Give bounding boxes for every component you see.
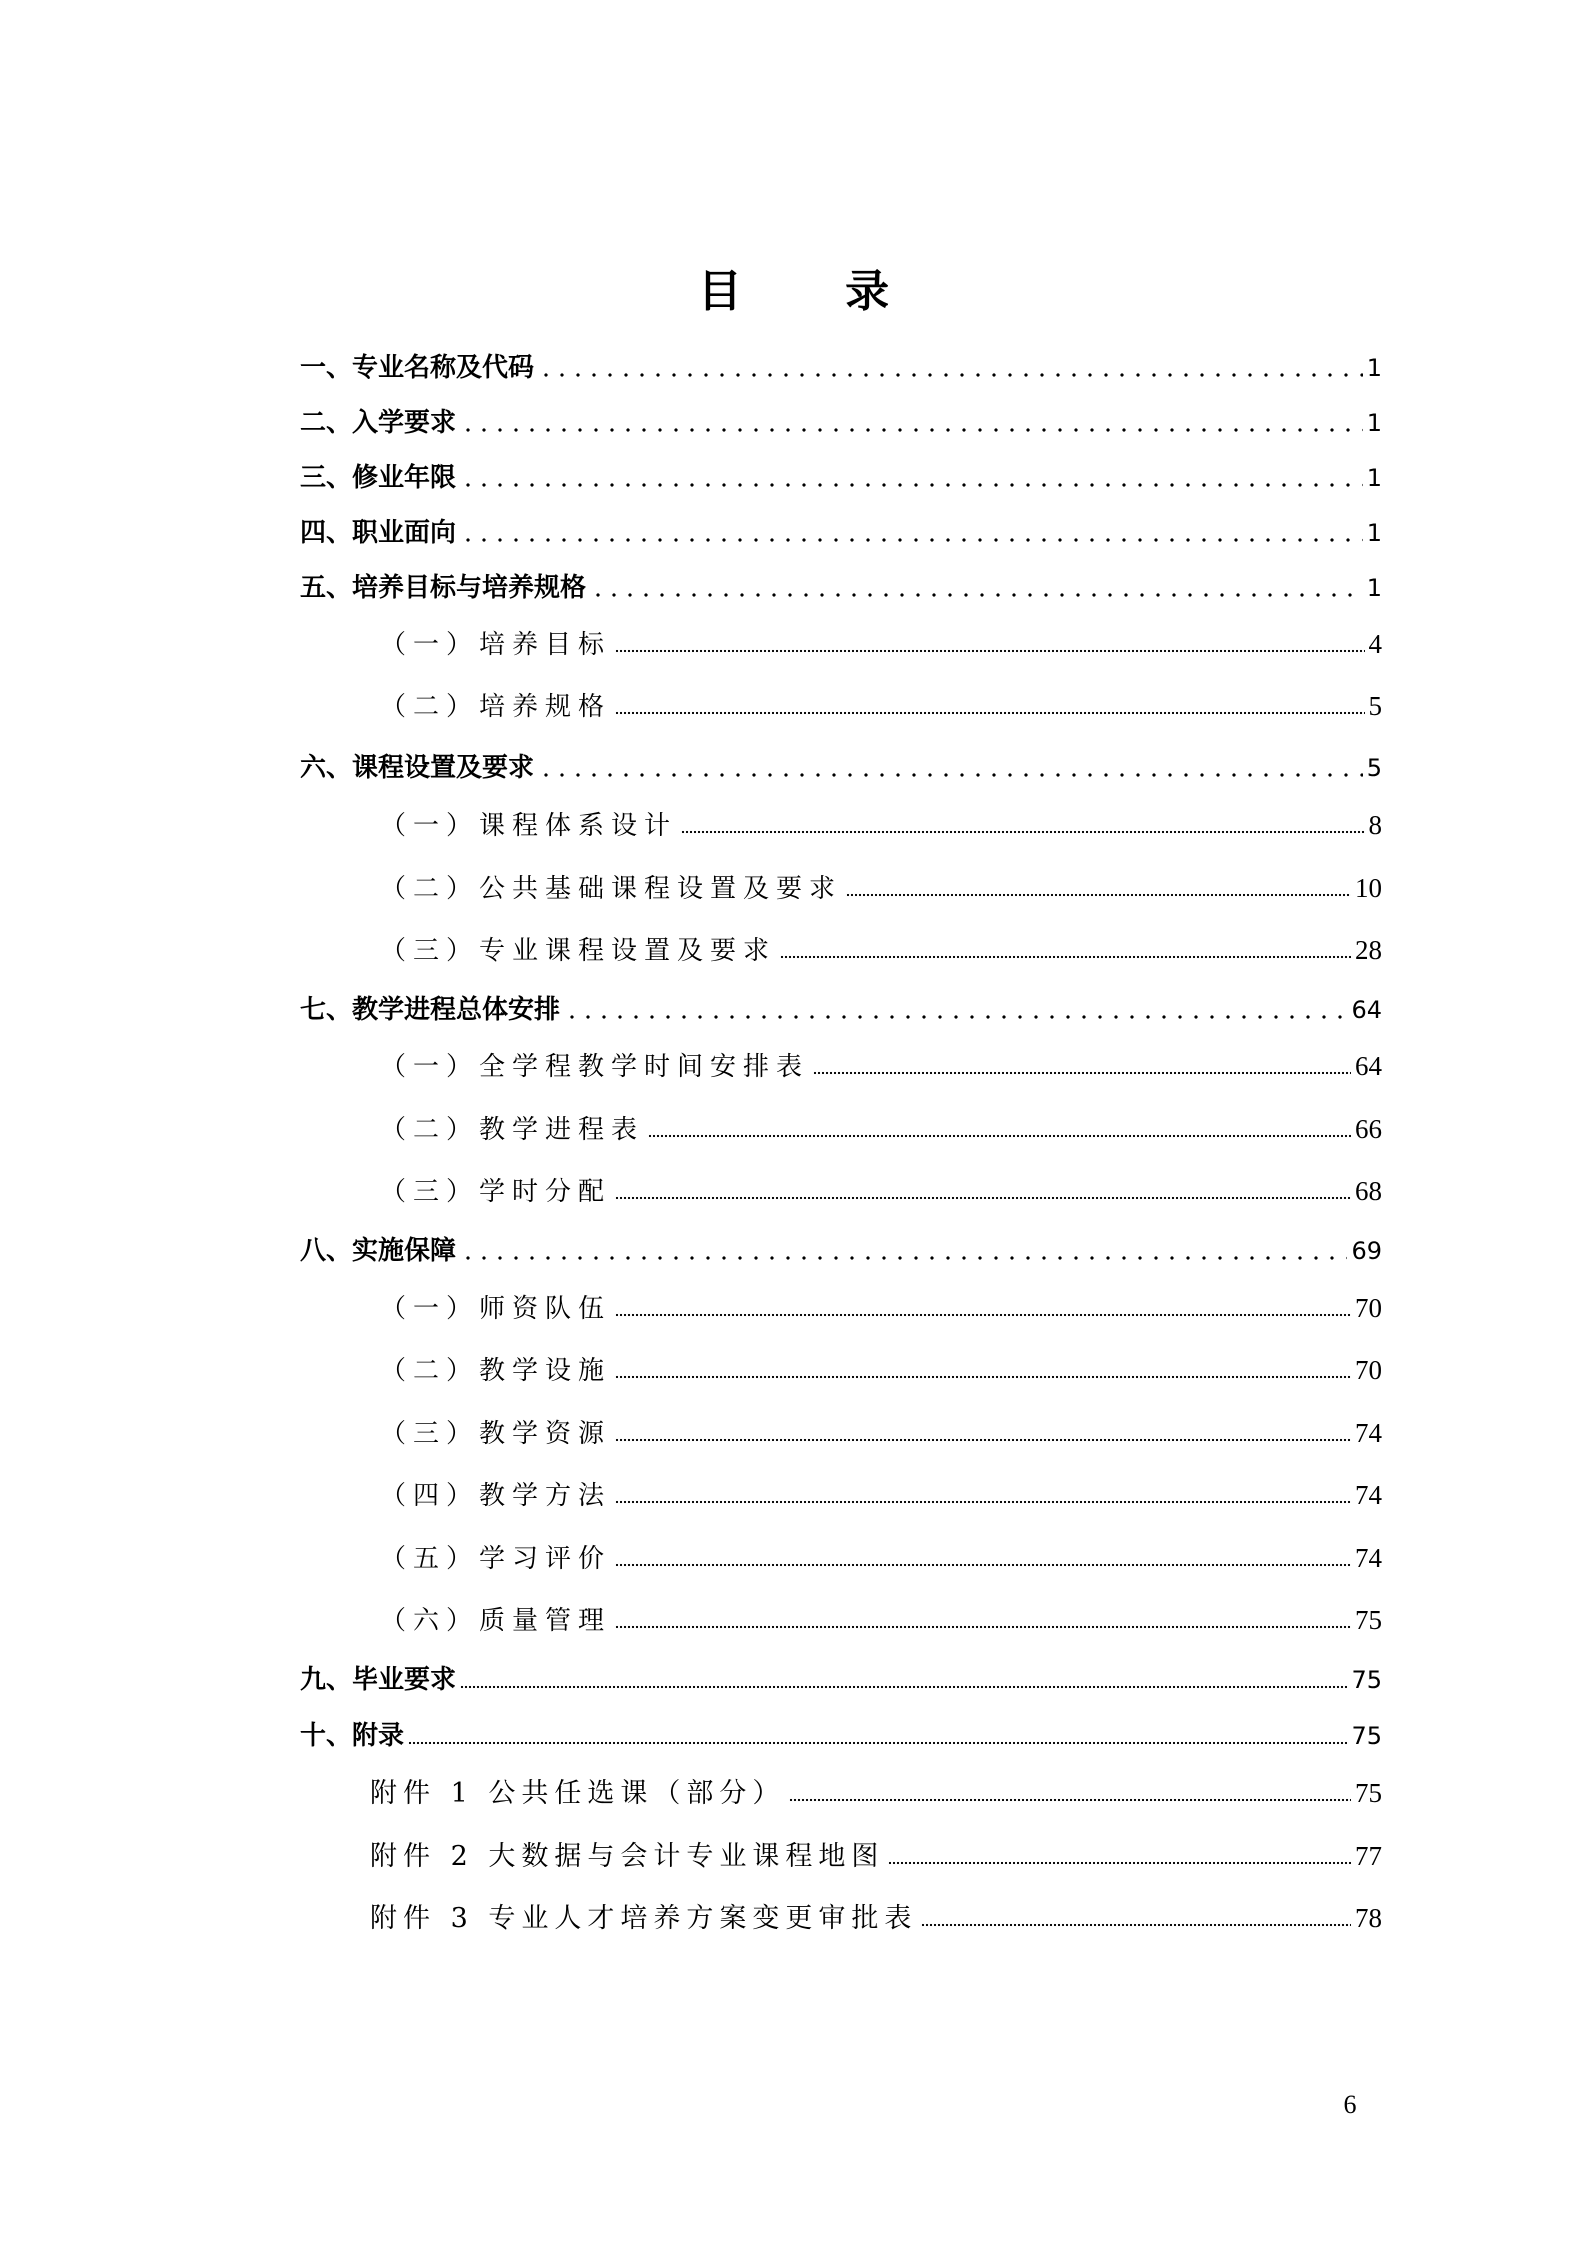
toc-entry-label: 八、实施保障 xyxy=(300,1236,457,1266)
toc-entry-page: 77 xyxy=(1355,1841,1382,1871)
toc-entry-page: 74 xyxy=(1355,1543,1382,1573)
toc-entry-label: 附件 2 大数据与会计专业课程地图 xyxy=(370,1841,885,1872)
toc-entry-page: 74 xyxy=(1355,1418,1382,1448)
toc-entry-label: （一）课程体系设计 xyxy=(380,811,678,841)
toc-entry-page: 75 xyxy=(1351,1722,1382,1750)
toc-entry-label: （四）教学方法 xyxy=(380,1481,612,1511)
dot-leader xyxy=(789,1798,1351,1802)
toc-entry-page: 1 xyxy=(1366,519,1382,547)
toc-entry-page: 5 xyxy=(1368,691,1382,721)
toc-entry[interactable] xyxy=(380,1536,1382,1580)
toc-entry[interactable] xyxy=(370,1834,1382,1878)
toc-entry[interactable] xyxy=(300,511,1382,555)
toc-entry[interactable] xyxy=(380,866,1382,910)
dot-leader xyxy=(564,1015,1347,1019)
dot-leader xyxy=(615,1438,1351,1442)
dot-leader xyxy=(780,955,1351,959)
toc-entry[interactable] xyxy=(300,401,1382,445)
toc-entry-label: 二、入学要求 xyxy=(300,408,457,438)
toc-entry[interactable] xyxy=(380,803,1382,847)
toc-entry[interactable] xyxy=(380,622,1382,666)
toc-entry[interactable] xyxy=(300,456,1382,500)
dot-leader xyxy=(846,893,1351,897)
dot-leader xyxy=(813,1071,1351,1075)
toc-entry[interactable] xyxy=(380,1044,1382,1088)
toc-entry[interactable] xyxy=(380,1286,1382,1330)
toc-entry-label: 四、职业面向 xyxy=(300,518,457,548)
toc-entry-page: 68 xyxy=(1355,1176,1382,1206)
dot-leader xyxy=(408,1741,1347,1745)
toc-entry-label: （三）专业课程设置及要求 xyxy=(380,936,777,966)
toc-entry-page: 64 xyxy=(1355,1051,1382,1081)
toc-entry[interactable] xyxy=(300,1714,1382,1758)
toc-entry[interactable] xyxy=(380,1598,1382,1642)
toc-entry[interactable] xyxy=(300,1229,1382,1273)
toc-entry-label: （三）学时分配 xyxy=(380,1177,612,1207)
toc-entry[interactable] xyxy=(300,746,1382,790)
toc-entry[interactable] xyxy=(300,1658,1382,1702)
toc-entry-label: （五）学习评价 xyxy=(380,1544,612,1574)
dot-leader xyxy=(460,538,1363,542)
dot-leader xyxy=(615,711,1364,715)
dot-leader xyxy=(615,1313,1351,1317)
toc-entry[interactable] xyxy=(300,346,1382,390)
toc-entry-page: 75 xyxy=(1351,1666,1382,1694)
toc-entry-label: （六）质量管理 xyxy=(380,1606,612,1636)
toc-entry-page: 1 xyxy=(1366,574,1382,602)
dot-leader xyxy=(615,649,1364,653)
toc-entry-label: 六、课程设置及要求 xyxy=(300,753,535,783)
toc-entry-page: 28 xyxy=(1355,935,1382,965)
dot-leader xyxy=(538,773,1363,777)
toc-entry-page: 75 xyxy=(1355,1778,1382,1808)
toc-entry-page: 1 xyxy=(1366,409,1382,437)
toc-entry-page: 70 xyxy=(1355,1293,1382,1323)
toc-entry[interactable] xyxy=(380,684,1382,728)
toc-entry-page: 74 xyxy=(1355,1480,1382,1510)
toc-entry-label: 九、毕业要求 xyxy=(300,1665,457,1695)
toc-entry-page: 8 xyxy=(1368,810,1382,840)
toc-entry-label: （二）教学设施 xyxy=(380,1356,612,1386)
dot-leader xyxy=(590,593,1363,597)
toc-entry-label: （二）公共基础课程设置及要求 xyxy=(380,874,843,904)
toc-entry-page: 66 xyxy=(1355,1114,1382,1144)
toc-entry[interactable] xyxy=(380,1169,1382,1213)
toc-entry-label: （二）教学进程表 xyxy=(380,1115,645,1145)
toc-entry-label: （一）师资队伍 xyxy=(380,1294,612,1324)
page-number: 6 xyxy=(1343,2090,1357,2119)
toc-entry-label: 三、修业年限 xyxy=(300,463,457,493)
toc-entry-label: 五、培养目标与培养规格 xyxy=(300,573,587,603)
dot-leader xyxy=(460,483,1363,487)
toc-entry[interactable] xyxy=(370,1896,1382,1940)
dot-leader xyxy=(615,1500,1351,1504)
dot-leader xyxy=(460,1685,1347,1689)
toc-entry[interactable] xyxy=(370,1771,1382,1815)
toc-entry-page: 4 xyxy=(1368,629,1382,659)
toc-entry-label: （三）教学资源 xyxy=(380,1419,612,1449)
toc-entry-page: 78 xyxy=(1355,1903,1382,1933)
toc-entry[interactable] xyxy=(380,1348,1382,1392)
toc-entry[interactable] xyxy=(380,928,1382,972)
toc-entry-label: （一）全学程教学时间安排表 xyxy=(380,1052,810,1082)
toc-entry-page: 1 xyxy=(1366,354,1382,382)
toc-entry-page: 70 xyxy=(1355,1355,1382,1385)
toc-entry[interactable] xyxy=(380,1411,1382,1455)
toc-entry-label: （一）培养目标 xyxy=(380,630,612,660)
toc-entry[interactable] xyxy=(380,1473,1382,1517)
dot-leader xyxy=(648,1134,1351,1138)
toc-entry[interactable] xyxy=(380,1107,1382,1151)
toc-entry-label: 十、附录 xyxy=(300,1721,405,1751)
toc-entry-page: 1 xyxy=(1366,464,1382,492)
dot-leader xyxy=(921,1923,1351,1927)
dot-leader xyxy=(538,373,1363,377)
dot-leader xyxy=(460,1256,1347,1260)
dot-leader xyxy=(615,1625,1351,1629)
toc-entry[interactable] xyxy=(300,566,1382,610)
dot-leader xyxy=(615,1375,1351,1379)
toc-entry-label: 七、教学进程总体安排 xyxy=(300,995,561,1025)
toc-title: 目 录 xyxy=(697,266,934,317)
toc-entry-page: 10 xyxy=(1355,873,1382,903)
toc-entry-page: 69 xyxy=(1351,1237,1382,1265)
toc-entry-label: 一、专业名称及代码 xyxy=(300,353,535,383)
toc-entry-page: 75 xyxy=(1355,1605,1382,1635)
toc-entry-label: （二）培养规格 xyxy=(380,692,612,722)
dot-leader xyxy=(888,1861,1351,1865)
toc-entry[interactable] xyxy=(300,988,1382,1032)
toc-entry-label: 附件 1 公共任选课（部分） xyxy=(370,1778,786,1809)
toc-entry-label: 附件 3 专业人才培养方案变更审批表 xyxy=(370,1903,918,1934)
dot-leader xyxy=(681,830,1364,834)
dot-leader xyxy=(615,1196,1351,1200)
toc-entry-page: 5 xyxy=(1366,754,1382,782)
toc-entry-page: 64 xyxy=(1351,996,1382,1024)
dot-leader xyxy=(460,428,1363,432)
dot-leader xyxy=(615,1563,1351,1567)
